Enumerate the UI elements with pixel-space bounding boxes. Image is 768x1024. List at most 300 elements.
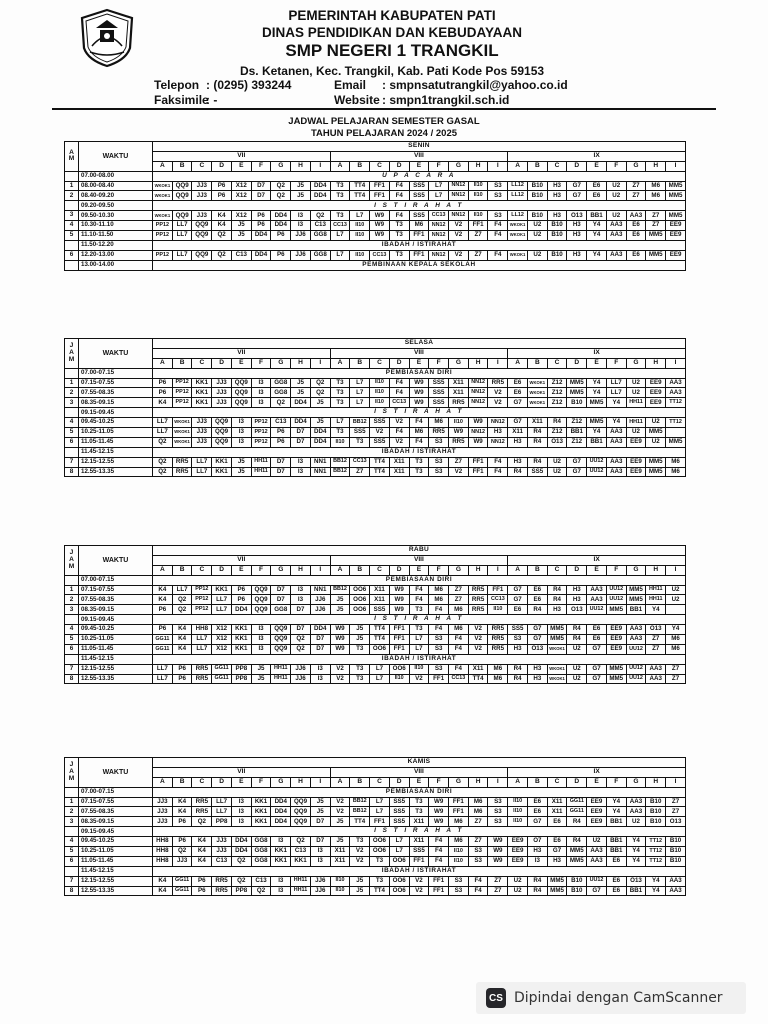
subject-teacher-code: GG11 [212,674,232,684]
subject-teacher-code: GG8 [251,856,271,866]
subject-teacher-code: PP12 [153,250,173,260]
subject-teacher-code: U2 [626,388,646,398]
subject-teacher-code: H3 [527,664,547,674]
subject-teacher-code: SS5 [389,797,409,807]
subject-teacher-code: OO6 [389,856,409,866]
lesson-row [65,457,686,467]
jam-ke-letter: M [68,774,75,782]
subject-teacher-code: P6 [153,605,173,615]
subject-teacher-code: V2 [350,856,370,866]
subject-teacher-code: CC13 [449,674,469,684]
lesson-row [65,437,686,447]
subject-teacher-code: CC13 [370,250,390,260]
subject-teacher-code: V2 [389,418,409,428]
subject-teacher-code: RR5 [212,886,232,896]
break-row [65,654,686,664]
subject-teacher-code: RR5 [192,664,212,674]
jam-ke-cell: 5 [65,635,79,645]
subject-teacher-code: F4 [389,388,409,398]
jam-ke-cell: 5 [65,428,79,438]
class-header: H [291,161,311,171]
schedule-title: JADWAL PELAJARAN SEMESTER GASAL [288,116,480,127]
subject-teacher-code: AA3 [626,625,646,635]
subject-teacher-code: F4 [409,437,429,447]
subject-teacher-code: NN12 [468,398,488,408]
activity-cell: IBADAH / ISTIRAHAT [153,654,686,664]
subject-teacher-code: F4 [429,856,449,866]
subject-teacher-code: JJ6 [291,250,311,260]
jam-ke-cell [65,201,79,211]
subject-teacher-code: S3 [468,847,488,857]
class-header: D [567,161,587,171]
subject-teacher-code: M6 [488,674,508,684]
day-name: KAMIS [153,758,686,768]
subject-teacher-code: G7 [567,191,587,201]
subject-teacher-code: LL7 [172,221,192,231]
subject-teacher-code: B10 [547,231,567,241]
subject-teacher-code: J5 [291,388,311,398]
subject-teacher-code: SS5 [409,191,429,201]
subject-teacher-code: RR5 [468,595,488,605]
subject-teacher-code: K4 [192,847,212,857]
subject-teacher-code: R4 [567,625,587,635]
class-header: A [330,358,350,368]
subject-teacher-code: K4 [172,807,192,817]
subject-teacher-code: JJ3 [192,211,212,221]
subject-teacher-code: D7 [291,428,311,438]
subject-teacher-code: E6 [508,605,528,615]
subject-teacher-code: SS5 [429,388,449,398]
schedule-day-senin [64,141,686,271]
subject-teacher-code: W9 [370,231,390,241]
time-cell: 10.25-11.05 [79,847,153,857]
subject-teacher-code: EE9 [587,797,607,807]
subject-teacher-code: U2 [567,664,587,674]
subject-teacher-code: EE9 [646,388,666,398]
subject-teacher-code: WKOK1 [172,418,192,428]
lesson-row [65,837,686,847]
subject-teacher-code: D7 [310,644,330,654]
subject-teacher-code: O13 [626,876,646,886]
subject-teacher-code: OO6 [389,664,409,674]
class-header: H [291,777,311,787]
subject-teacher-code: J5 [350,635,370,645]
subject-teacher-code: P6 [172,817,192,827]
subject-teacher-code: X11 [409,837,429,847]
subject-teacher-code: B10 [646,797,666,807]
class-header: H [646,161,666,171]
subject-teacher-code: U2 [606,211,626,221]
subject-teacher-code: M6 [646,191,666,201]
subject-teacher-code: R4 [527,605,547,615]
subject-teacher-code: TT4 [350,817,370,827]
subject-teacher-code: Q2 [172,595,192,605]
subject-teacher-code: QQ9 [291,817,311,827]
subject-teacher-code: S3 [488,191,508,201]
jam-ke-cell: 3 [65,817,79,827]
subject-teacher-code: J5 [291,191,311,201]
subject-teacher-code: T3 [330,181,350,191]
subject-teacher-code: X12 [231,211,251,221]
subject-teacher-code: Z7 [626,191,646,201]
subject-teacher-code: Z12 [547,398,567,408]
class-header: H [468,565,488,575]
subject-teacher-code: P6 [212,191,232,201]
subject-teacher-code: I3 [291,467,311,477]
subject-teacher-code: GG8 [251,847,271,857]
subject-teacher-code: Q2 [172,605,192,615]
class-header: H [468,358,488,368]
subject-teacher-code: FF1 [429,876,449,886]
class-header: A [330,777,350,787]
subject-teacher-code: K4 [172,625,192,635]
subject-teacher-code: I3 [291,585,311,595]
subject-teacher-code: MM5 [567,847,587,857]
subject-teacher-code: Z7 [468,817,488,827]
subject-teacher-code: G7 [527,635,547,645]
subject-teacher-code: T3 [330,428,350,438]
subject-teacher-code: Q2 [271,181,291,191]
subject-teacher-code: AA3 [587,595,607,605]
subject-teacher-code: KK1 [271,847,291,857]
subject-teacher-code: W9 [389,585,409,595]
subject-teacher-code: RR5 [488,625,508,635]
subject-teacher-code: NN1 [310,457,330,467]
time-cell: 12.20-13.00 [79,250,153,260]
time-cell: 07.00-07.15 [79,575,153,585]
grade-header: VIII [330,348,508,358]
subject-teacher-code: II10 [370,398,390,408]
subject-teacher-code: OO6 [350,605,370,615]
subject-teacher-code: W9 [429,817,449,827]
subject-teacher-code: II10 [330,876,350,886]
website-value: : smpn1trangkil.sch.id [382,93,510,107]
subject-teacher-code: B10 [666,856,686,866]
subject-teacher-code: Q2 [172,847,192,857]
class-header: E [231,161,251,171]
subject-teacher-code: QQ9 [212,437,232,447]
subject-teacher-code: R4 [527,428,547,438]
subject-teacher-code: L7 [330,231,350,241]
subject-teacher-code: QQ9 [212,428,232,438]
subject-teacher-code: KK1 [231,635,251,645]
time-cell: 07.55-08.35 [79,807,153,817]
subject-teacher-code: B10 [547,250,567,260]
subject-teacher-code: F4 [468,876,488,886]
lesson-row [65,635,686,645]
subject-teacher-code: W9 [370,211,390,221]
class-header: H [291,358,311,368]
subject-teacher-code: JJ6 [291,664,311,674]
subject-teacher-code: QQ9 [212,418,232,428]
subject-teacher-code: V2 [488,398,508,408]
subject-teacher-code: TT4 [370,635,390,645]
subject-teacher-code: QQ9 [231,398,251,408]
subject-teacher-code: LL12 [508,181,528,191]
subject-teacher-code: Q2 [291,837,311,847]
schedule-day-rabu [64,545,686,684]
subject-teacher-code: P6 [153,625,173,635]
subject-teacher-code: U2 [527,231,547,241]
subject-teacher-code: S3 [508,635,528,645]
subject-teacher-code: KK1 [251,807,271,817]
subject-teacher-code: X11 [449,388,469,398]
subject-teacher-code: PP8 [231,674,251,684]
subject-teacher-code: L7 [350,388,370,398]
jam-ke-cell [65,240,79,250]
jam-ke-cell: 3 [65,398,79,408]
subject-teacher-code: G7 [587,674,607,684]
subject-teacher-code: JJ6 [291,231,311,241]
subject-teacher-code: TT4 [468,674,488,684]
class-header: G [449,565,469,575]
class-header: B [172,565,192,575]
subject-teacher-code: E6 [587,625,607,635]
subject-teacher-code: V2 [449,467,469,477]
subject-teacher-code: Y4 [626,837,646,847]
subject-teacher-code: RR5 [429,428,449,438]
subject-teacher-code: FF1 [389,644,409,654]
subject-teacher-code: H3 [567,585,587,595]
subject-teacher-code: L7 [350,211,370,221]
subject-teacher-code: TT4 [370,467,390,477]
subject-teacher-code: U2 [666,585,686,595]
subject-teacher-code: U2 [527,250,547,260]
lesson-row [65,797,686,807]
subject-teacher-code: D7 [271,457,291,467]
subject-teacher-code: JJ3 [153,817,173,827]
subject-teacher-code: WKOK1 [172,437,192,447]
subject-teacher-code: G7 [508,418,528,428]
subject-teacher-code: II10 [330,437,350,447]
subject-teacher-code: X11 [409,817,429,827]
subject-teacher-code: I3 [291,221,311,231]
subject-teacher-code: FF1 [370,191,390,201]
subject-teacher-code: H3 [567,595,587,605]
subject-teacher-code: B10 [646,817,666,827]
subject-teacher-code: K4 [153,595,173,605]
subject-teacher-code: E6 [547,837,567,847]
subject-teacher-code: SS5 [389,807,409,817]
jam-ke-cell [65,368,79,378]
subject-teacher-code: RR5 [172,457,192,467]
subject-teacher-code: Z12 [567,437,587,447]
jam-ke-cell: 2 [65,807,79,817]
subject-teacher-code: SS5 [429,378,449,388]
subject-teacher-code: W9 [389,595,409,605]
jam-ke-cell: 4 [65,625,79,635]
class-header: H [291,565,311,575]
subject-teacher-code: T3 [389,250,409,260]
subject-teacher-code: BB1 [626,886,646,896]
subject-teacher-code: B10 [547,221,567,231]
break-row [65,171,686,181]
subject-teacher-code: B10 [567,876,587,886]
subject-teacher-code: FF1 [468,457,488,467]
subject-teacher-code: L7 [370,664,390,674]
subject-teacher-code: NN12 [468,378,488,388]
lesson-row [65,595,686,605]
subject-teacher-code: X11 [370,585,390,595]
subject-teacher-code: F4 [429,605,449,615]
subject-teacher-code: Q2 [271,398,291,408]
subject-teacher-code: HH11 [646,595,666,605]
subject-teacher-code: WKOK1 [527,398,547,408]
jam-ke-cell: 1 [65,797,79,807]
subject-teacher-code: GG8 [310,231,330,241]
subject-teacher-code: DD4 [310,625,330,635]
jam-ke-cell: 1 [65,181,79,191]
subject-teacher-code: U2 [606,181,626,191]
subject-teacher-code: KK1 [251,797,271,807]
subject-teacher-code: V2 [330,807,350,817]
subject-teacher-code: JJ3 [212,388,232,398]
subject-teacher-code: X11 [389,467,409,477]
subject-teacher-code: HH11 [291,876,311,886]
class-header: B [350,565,370,575]
time-cell: 12.15-12.55 [79,664,153,674]
subject-teacher-code: GG8 [310,250,330,260]
subject-teacher-code: S3 [429,664,449,674]
subject-teacher-code: E6 [606,886,626,896]
subject-teacher-code: DD4 [251,250,271,260]
jam-ke-cell: 4 [65,837,79,847]
subject-teacher-code: F4 [449,635,469,645]
subject-teacher-code: LL7 [606,388,626,398]
subject-teacher-code: S3 [488,807,508,817]
subject-teacher-code: MM5 [646,231,666,241]
time-cell: 09.15-09.45 [79,827,153,837]
subject-teacher-code: HH11 [271,674,291,684]
subject-teacher-code: C13 [310,221,330,231]
class-header: I [310,777,330,787]
time-cell: 11.05-11.45 [79,437,153,447]
subject-teacher-code: E6 [626,221,646,231]
subject-teacher-code: Q2 [153,457,173,467]
subject-teacher-code: X11 [527,418,547,428]
subject-teacher-code: KK1 [291,856,311,866]
subject-teacher-code: CC13 [389,398,409,408]
subject-teacher-code: V2 [468,625,488,635]
subject-teacher-code: I3 [271,837,291,847]
subject-teacher-code: Q2 [310,388,330,398]
waktu-header: WAKTU [79,339,153,369]
jam-ke-cell [65,408,79,418]
subject-teacher-code: PP12 [153,221,173,231]
subject-teacher-code: UU12 [626,674,646,684]
subject-teacher-code: RR5 [192,797,212,807]
subject-teacher-code: MM5 [666,437,686,447]
subject-teacher-code: JJ3 [153,807,173,817]
subject-teacher-code: WKOK1 [153,191,173,201]
subject-teacher-code: S3 [429,437,449,447]
lesson-row [65,644,686,654]
subject-teacher-code: J5 [231,221,251,231]
class-header: C [547,777,567,787]
subject-teacher-code: Y4 [606,418,626,428]
subject-teacher-code: KK1 [192,378,212,388]
faksimile-value: : - [206,93,218,107]
subject-teacher-code: UU12 [587,876,607,886]
jam-ke-cell [65,447,79,457]
subject-teacher-code: JJ3 [192,418,212,428]
subject-teacher-code: CC13 [330,221,350,231]
subject-teacher-code: TT4 [350,191,370,201]
subject-teacher-code: QQ9 [172,191,192,201]
subject-teacher-code: S3 [429,457,449,467]
subject-teacher-code: II10 [350,250,370,260]
subject-teacher-code: Y4 [666,625,686,635]
subject-teacher-code: S3 [429,467,449,477]
subject-teacher-code: RR5 [192,674,212,684]
subject-teacher-code: NN12 [449,181,469,191]
subject-teacher-code: L7 [429,191,449,201]
subject-teacher-code: R4 [508,664,528,674]
activity-cell: I S T I R A H A T [153,408,686,418]
subject-teacher-code: BB1 [606,817,626,827]
subject-teacher-code: F4 [389,181,409,191]
jam-ke-header [65,142,79,172]
subject-teacher-code: W9 [449,428,469,438]
subject-teacher-code: HH11 [626,418,646,428]
schedule-day-selasa [64,338,686,477]
class-header: E [231,358,251,368]
subject-teacher-code: KK1 [212,585,232,595]
subject-teacher-code: DD4 [231,605,251,615]
subject-teacher-code: T3 [409,797,429,807]
subject-teacher-code: JJ3 [192,191,212,201]
subject-teacher-code: F4 [488,250,508,260]
subject-teacher-code: L7 [370,674,390,684]
jam-ke-letter: M [68,355,75,363]
subject-teacher-code: X11 [389,457,409,467]
grade-header: VIII [330,555,508,565]
class-header: B [172,777,192,787]
subject-teacher-code: F4 [409,595,429,605]
subject-teacher-code: O13 [646,625,666,635]
subject-teacher-code: X12 [231,191,251,201]
subject-teacher-code: U2 [527,221,547,231]
subject-teacher-code: L7 [409,635,429,645]
subject-teacher-code: LL7 [153,428,173,438]
activity-cell: PEMBIASAAN DIRI [153,575,686,585]
subject-teacher-code: H3 [547,856,567,866]
subject-teacher-code: P6 [172,837,192,847]
subject-teacher-code: S3 [468,856,488,866]
subject-teacher-code: G7 [547,847,567,857]
class-header: I [488,777,508,787]
subject-teacher-code: W9 [330,625,350,635]
subject-teacher-code: QQ9 [172,211,192,221]
class-header: C [192,358,212,368]
subject-teacher-code: P6 [231,585,251,595]
subject-teacher-code: J5 [330,817,350,827]
subject-teacher-code: UU12 [606,595,626,605]
subject-teacher-code: Y4 [587,378,607,388]
subject-teacher-code: P6 [172,674,192,684]
subject-teacher-code: II10 [389,674,409,684]
email-label: Email [334,78,367,92]
time-cell: 11.10-11.50 [79,231,153,241]
jam-ke-letter: A [69,349,74,357]
subject-teacher-code: V2 [488,388,508,398]
subject-teacher-code: D7 [291,625,311,635]
subject-teacher-code: V2 [449,231,469,241]
subject-teacher-code: I3 [231,428,251,438]
subject-teacher-code: Q2 [212,231,232,241]
header-line-1: PEMERINTAH KABUPATEN PATI [288,8,496,23]
subject-teacher-code: R4 [547,418,567,428]
